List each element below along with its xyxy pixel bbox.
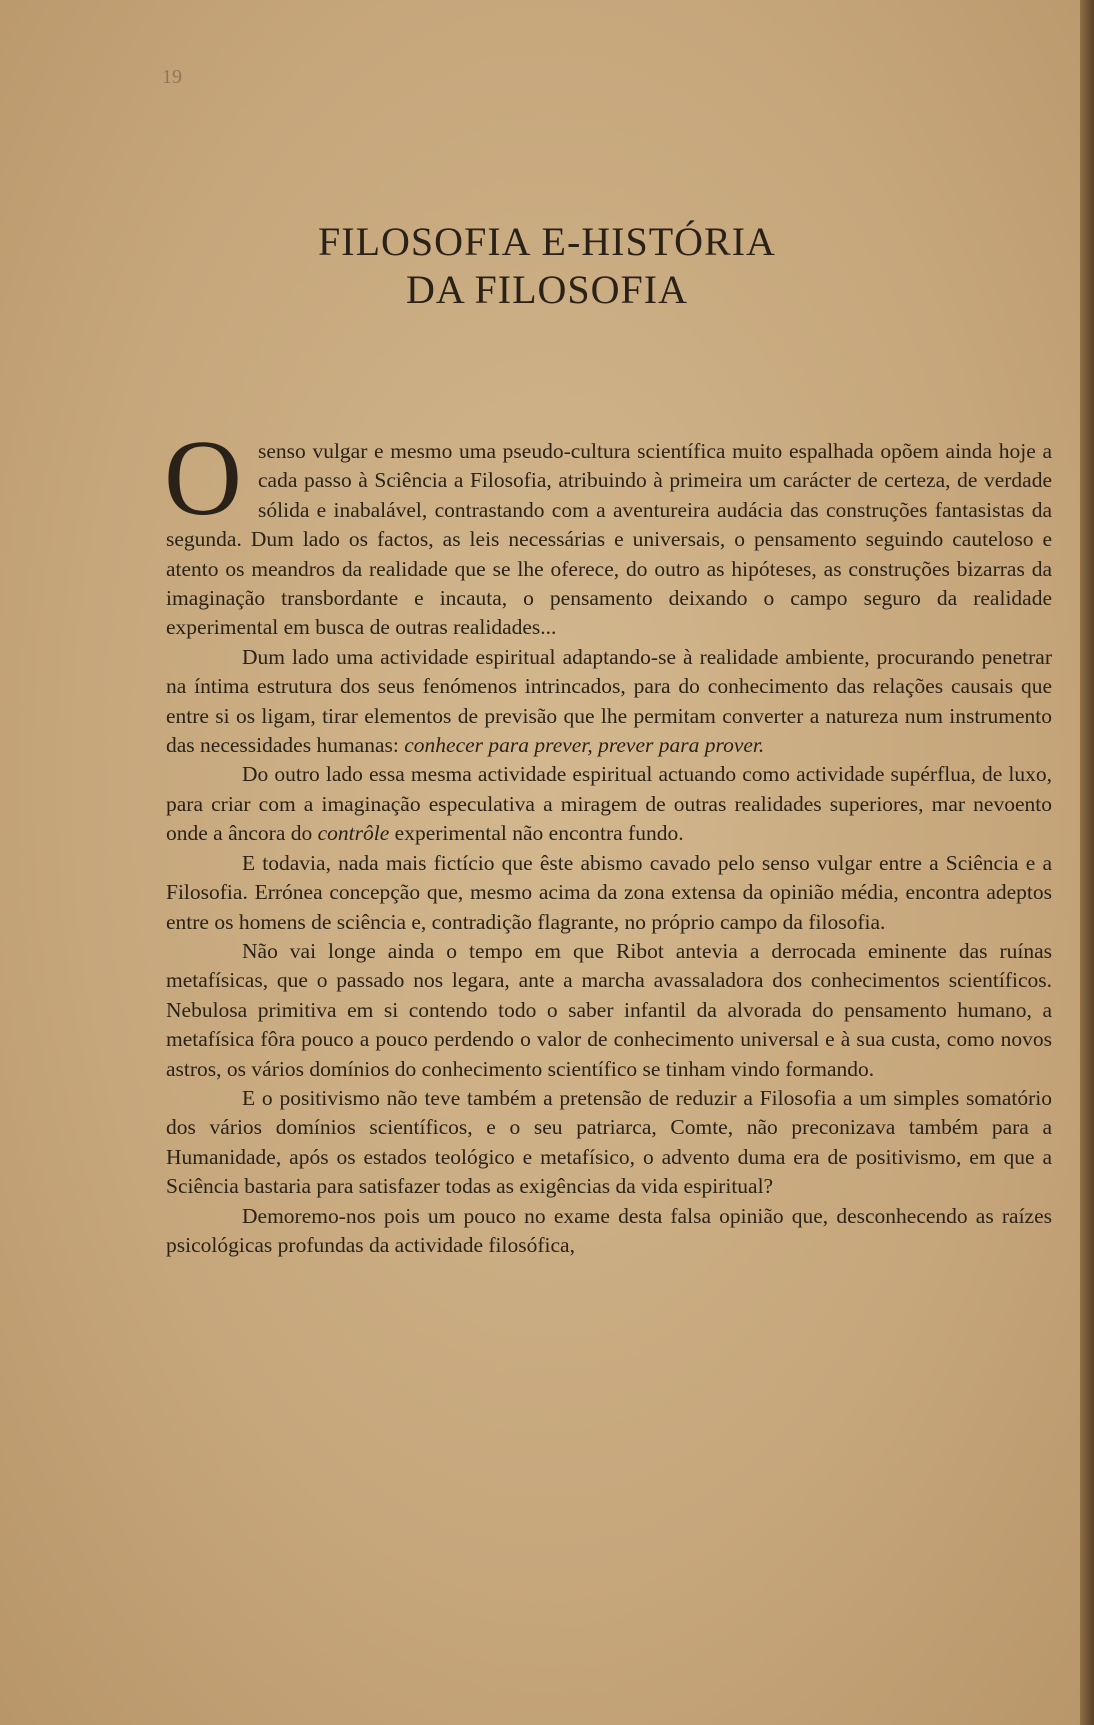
- paragraph-2-text: Dum lado uma actividade espiritual adaptando-se à realidade ambiente, procurando penetrar na íntima estrutura dos seus fenómenos intrincados, para do conhecimento das relações causais que entre si os ligam, tirar elementos de previsão que lhe permitam converter a natureza num instrumento das necessidades humanas:: [166, 644, 1052, 758]
- title-word-filosofia: FILOSOFIA: [318, 219, 532, 264]
- paragraph-3-text: Do outro lado essa mesma actividade espiritual actuando como actividade supérflua, de luxo, para criar com a imaginação especulativa a miragem de outras realidades superiores, mar nevoento onde a âncora do: [166, 762, 1052, 846]
- chapter-title-line-2: DA FILOSOFIA: [405, 267, 689, 312]
- title-word-e-historia: E-HISTÓRIA: [541, 219, 776, 264]
- paragraph-3-italic: contrôle: [317, 821, 390, 846]
- paragraph-4: E todavia, nada mais fictício que êste abismo cavado pelo senso vulgar entre a Sciência e a Filosofia. Errónea concepção que, mesmo acima da zona extensa da opinião média, encontra adeptos entre os homens de sciência e, contradição flagrante, no próprio campo da filosofia.: [166, 850, 1052, 934]
- paragraph-2: [166, 643, 1052, 761]
- body-text: [164, 419, 1052, 1260]
- paragraph-5: Não vai longe ainda o tempo em que Ribot antevia a derrocada eminente das ruínas metafísicas, que o passado nos legara, ante a marcha avassaladora dos conhecimentos scientíficos. Nebulosa primitiva em si contendo todo o saber infantil da alvorada do pensamento humano, a metafísica fôra pouco a pouco perdendo o valor de conhecimento universal e à sua custa, como novos astros, os vários domínios do conhecimento scientífico se tinham vindo formando.: [166, 938, 1052, 1081]
- paragraph-3-tail: experimental não encontra fundo.: [389, 821, 684, 846]
- paragraph-1-text: senso vulgar e mesmo uma pseudo-cultura scientífica muito espalhada opõem ainda hoje a cada passo à Sciência a Filosofia, atribuindo à primeira um carácter de certeza, de verdade sólida e inabalável, contrastando com a aventureira audácia das construções fantasistas da segunda. Dum lado os factos, as leis necessárias e universais, o pensamento seguindo cauteloso e atento os meandros da realidade que se lhe oferece, do outro as hipóteses, as construções bizarras da imaginação transbordante e incauta, o pensamento deixando o campo seguro da realidade experimental em busca de outras realidades...: [166, 439, 1052, 640]
- paragraph-7: Demoremo-nos pois um pouco no exame desta falsa opinião que, desconhecendo as raízes psicológicas profundas da actividade filosófica,: [166, 1203, 1052, 1257]
- page-number: 19: [162, 66, 182, 88]
- chapter-title-line-1: [0, 218, 1094, 265]
- paragraph-6: E o positivismo não teve também a pretensão de reduzir a Filosofia a um simples somatório dos vários domínios scientíficos, e o seu patriarca, Comte, não preconizava também para a Humanidade, após os estados teológico e metafísico, o advento duma era de positivismo, em que a Sciência bastaria para satisfazer todas as exigências da vida espiritual?: [166, 1085, 1052, 1199]
- drop-cap: O: [164, 419, 242, 538]
- paragraph-1: [164, 419, 1052, 643]
- paragraph-2-italic: conhecer para prever, prever para prover.: [404, 733, 765, 758]
- paragraph-3: [166, 760, 1052, 848]
